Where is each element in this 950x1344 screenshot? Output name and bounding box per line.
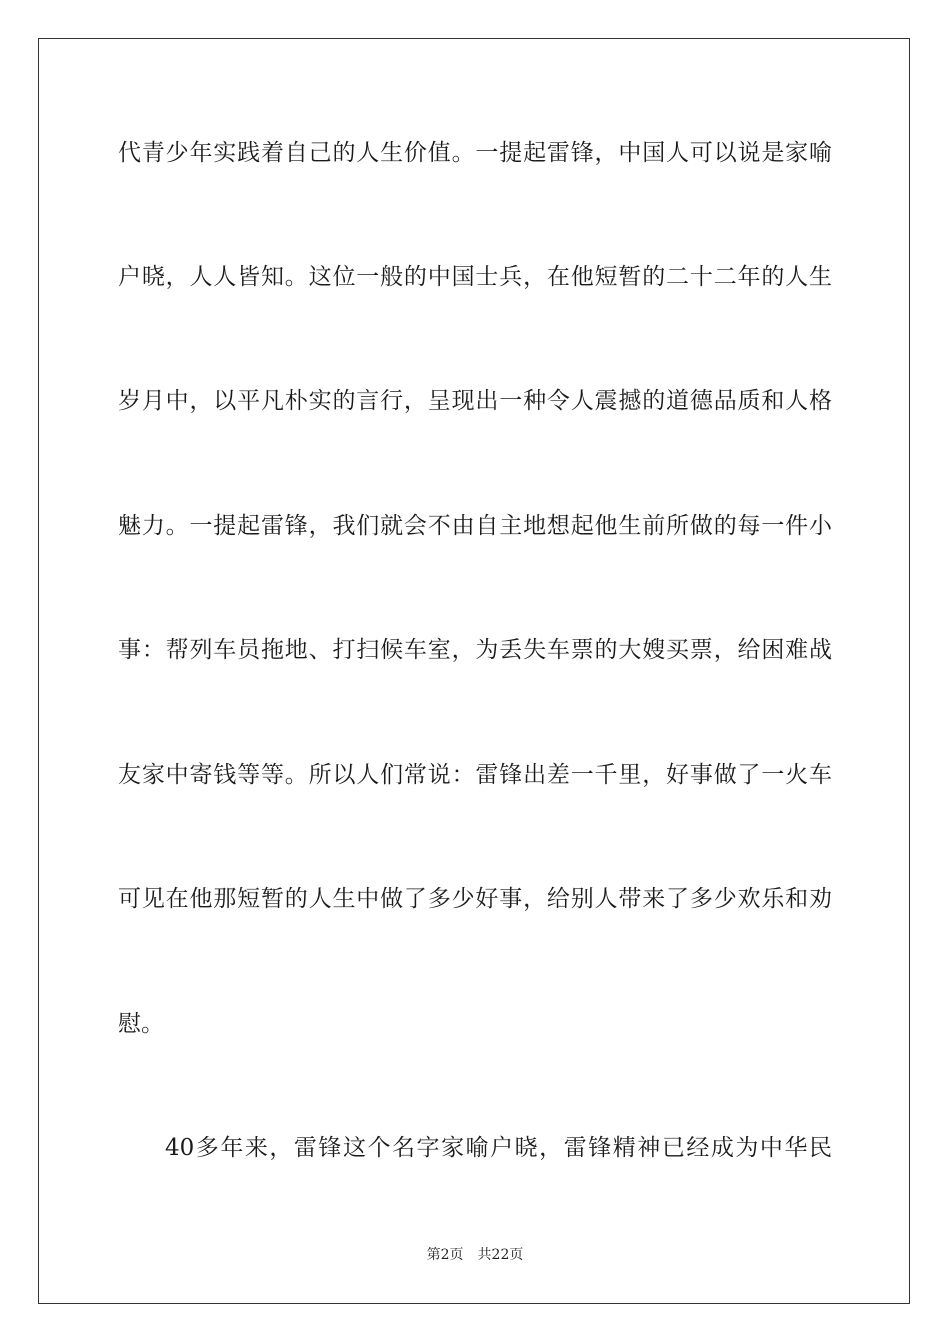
paragraph-first-line: 40多年来，雷锋这个名字家喻户晓，雷锋精神已经成为中华民	[165, 1135, 832, 1161]
text-line: 友家中寄钱等等。所以人们常说：雷锋出差一千里，好事做了一火车	[118, 762, 832, 788]
text-line: 事：帮列车员拖地、打扫候车室，为丢失车票的大嫂买票，给困难战	[118, 637, 832, 663]
page-border	[38, 38, 910, 1304]
page-footer	[0, 1246, 950, 1264]
text-line: 魅力。一提起雷锋，我们就会不由自主地想起他生前所做的每一件小	[118, 513, 832, 539]
text-line: 岁月中，以平凡朴实的言行，呈现出一种令人震撼的道德品质和人格	[118, 388, 832, 414]
text-line: 慰。	[118, 1011, 164, 1037]
text-line: 户晓，人人皆知。这位一般的中国士兵，在他短暂的二十二年的人生	[118, 264, 832, 290]
page-number: 第2页	[426, 1247, 464, 1263]
text-line: 代青少年实践着自己的人生价值。一提起雷锋，中国人可以说是家喻	[118, 140, 832, 166]
page-total: 共22页	[477, 1247, 524, 1263]
text-line: 可见在他那短暂的人生中做了多少好事，给别人带来了多少欢乐和劝	[118, 886, 832, 912]
